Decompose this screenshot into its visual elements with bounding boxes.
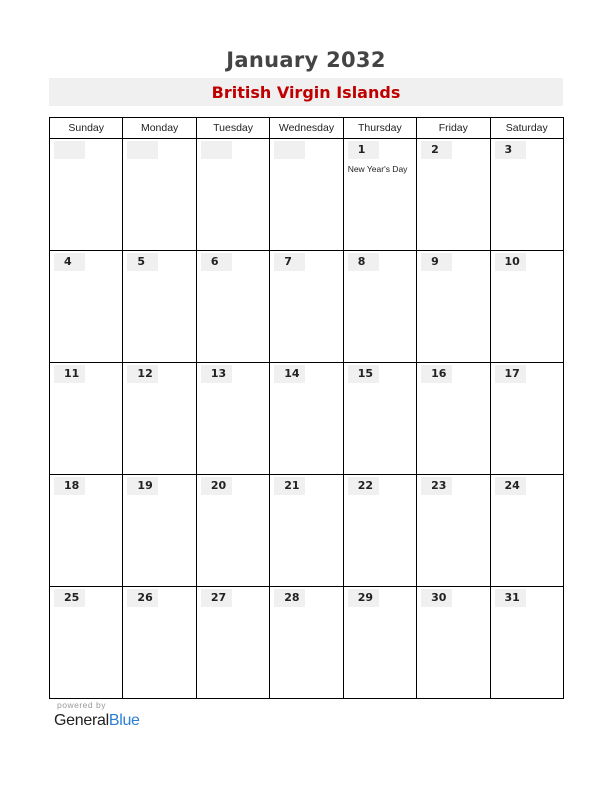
day-cell[interactable] bbox=[270, 587, 343, 699]
day-number: 2 bbox=[421, 141, 452, 159]
day-cell[interactable] bbox=[50, 587, 123, 699]
day-number: 8 bbox=[348, 253, 379, 271]
day-cell[interactable] bbox=[417, 587, 490, 699]
day-cell[interactable] bbox=[50, 251, 123, 363]
day-cell[interactable] bbox=[417, 363, 490, 475]
day-number: 18 bbox=[54, 477, 85, 495]
empty-day-marker bbox=[201, 141, 232, 159]
day-cell[interactable] bbox=[50, 475, 123, 587]
day-cell[interactable] bbox=[343, 139, 416, 251]
day-number: 17 bbox=[495, 365, 526, 383]
day-number: 22 bbox=[348, 477, 379, 495]
day-cell[interactable] bbox=[196, 587, 269, 699]
day-cell[interactable] bbox=[50, 363, 123, 475]
day-cell[interactable] bbox=[123, 251, 196, 363]
weekday-header: Saturday bbox=[490, 118, 563, 139]
day-number: 26 bbox=[127, 589, 158, 607]
day-cell[interactable] bbox=[123, 475, 196, 587]
day-cell[interactable] bbox=[50, 139, 123, 251]
day-cell[interactable] bbox=[417, 475, 490, 587]
empty-day-marker bbox=[54, 141, 85, 159]
weekday-header: Friday bbox=[417, 118, 490, 139]
day-cell[interactable] bbox=[490, 475, 563, 587]
day-cell[interactable] bbox=[417, 139, 490, 251]
day-number: 10 bbox=[495, 253, 526, 271]
day-number: 24 bbox=[495, 477, 526, 495]
week-row bbox=[50, 251, 564, 363]
day-number: 20 bbox=[201, 477, 232, 495]
region-name: British Virgin Islands bbox=[211, 83, 401, 102]
day-cell[interactable] bbox=[270, 251, 343, 363]
day-cell[interactable] bbox=[196, 475, 269, 587]
day-cell[interactable] bbox=[490, 363, 563, 475]
page-title: January 2032 bbox=[226, 48, 386, 72]
brand-blue: Blue bbox=[108, 712, 140, 729]
day-cell[interactable] bbox=[196, 363, 269, 475]
day-number: 5 bbox=[127, 253, 158, 271]
holiday-label: New Year's Day bbox=[347, 164, 408, 174]
day-cell[interactable] bbox=[343, 475, 416, 587]
day-cell[interactable] bbox=[196, 139, 269, 251]
brand-logo[interactable] bbox=[54, 712, 140, 730]
day-cell[interactable] bbox=[123, 363, 196, 475]
day-number: 28 bbox=[274, 589, 305, 607]
week-row bbox=[50, 475, 564, 587]
day-number: 23 bbox=[421, 477, 452, 495]
empty-day-marker bbox=[274, 141, 305, 159]
day-cell[interactable] bbox=[343, 587, 416, 699]
day-cell[interactable] bbox=[417, 251, 490, 363]
day-number: 4 bbox=[54, 253, 85, 271]
day-number: 13 bbox=[201, 365, 232, 383]
week-row bbox=[50, 139, 564, 251]
weekday-header: Sunday bbox=[50, 118, 123, 139]
empty-day-marker bbox=[127, 141, 158, 159]
weekday-header: Wednesday bbox=[270, 118, 343, 139]
day-cell[interactable] bbox=[490, 587, 563, 699]
day-number: 21 bbox=[274, 477, 305, 495]
week-row bbox=[50, 363, 564, 475]
day-number: 19 bbox=[127, 477, 158, 495]
day-cell[interactable] bbox=[196, 251, 269, 363]
day-cell[interactable] bbox=[123, 139, 196, 251]
day-number: 7 bbox=[274, 253, 305, 271]
day-number: 15 bbox=[348, 365, 379, 383]
day-cell[interactable] bbox=[123, 587, 196, 699]
day-cell[interactable] bbox=[490, 139, 563, 251]
day-cell[interactable] bbox=[270, 363, 343, 475]
region-banner bbox=[49, 78, 563, 106]
day-number: 31 bbox=[495, 589, 526, 607]
day-number: 12 bbox=[127, 365, 158, 383]
day-number: 25 bbox=[54, 589, 85, 607]
day-number: 30 bbox=[421, 589, 452, 607]
day-cell[interactable] bbox=[270, 475, 343, 587]
day-number: 14 bbox=[274, 365, 305, 383]
day-cell[interactable] bbox=[343, 363, 416, 475]
calendar-grid bbox=[49, 117, 564, 699]
day-number: 3 bbox=[495, 141, 526, 159]
day-number: 16 bbox=[421, 365, 452, 383]
weekday-header: Thursday bbox=[343, 118, 416, 139]
day-cell[interactable] bbox=[343, 251, 416, 363]
day-number: 27 bbox=[201, 589, 232, 607]
brand-general: General bbox=[54, 712, 109, 729]
weekday-header: Tuesday bbox=[196, 118, 269, 139]
day-number: 9 bbox=[421, 253, 452, 271]
day-cell[interactable] bbox=[490, 251, 563, 363]
day-number: 29 bbox=[348, 589, 379, 607]
weekday-header: Monday bbox=[123, 118, 196, 139]
day-cell[interactable] bbox=[270, 139, 343, 251]
day-number: 6 bbox=[201, 253, 232, 271]
weekday-header-row bbox=[50, 118, 564, 139]
week-row bbox=[50, 587, 564, 699]
powered-by-label: powered by bbox=[57, 700, 106, 710]
day-number: 11 bbox=[54, 365, 85, 383]
day-number: 1 bbox=[348, 141, 379, 159]
